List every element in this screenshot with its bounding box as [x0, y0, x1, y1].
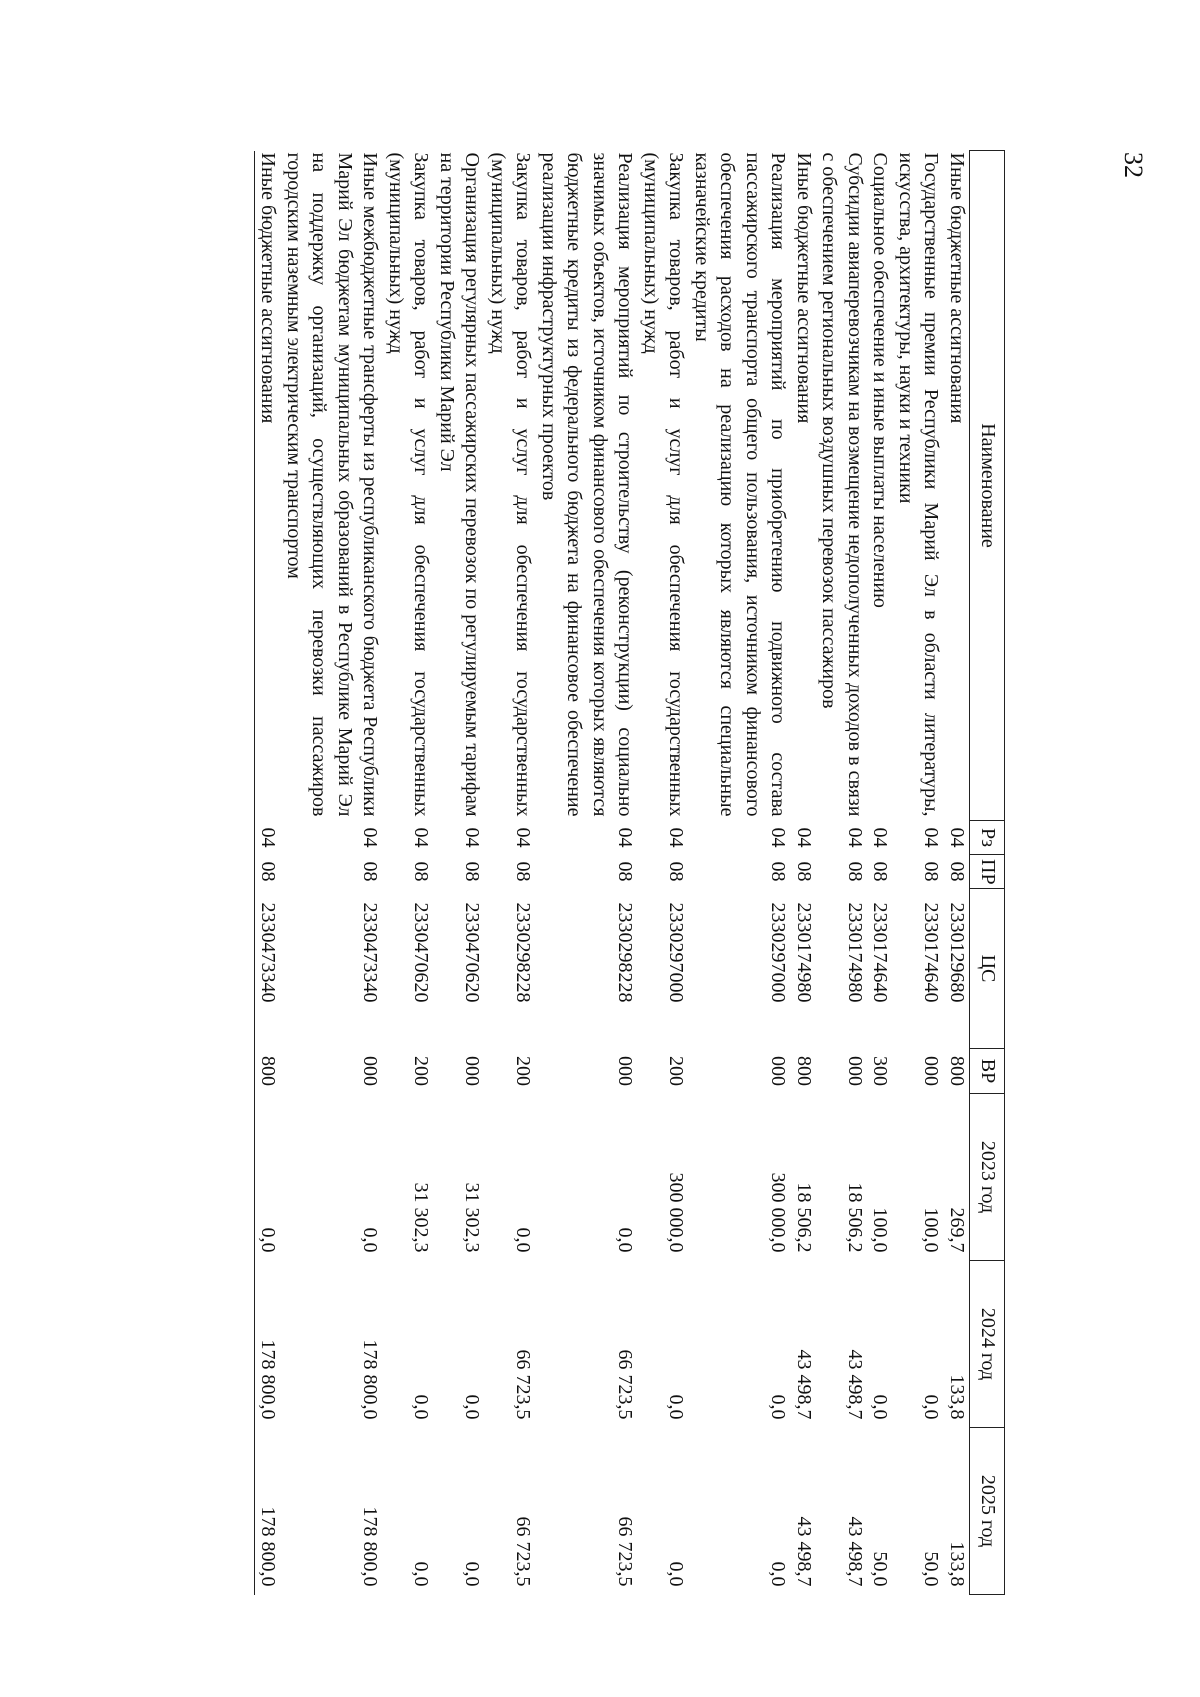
- budget-table: [254, 150, 1005, 1595]
- row-2023: 0,0: [512, 1227, 535, 1253]
- row-2024: 0,0: [410, 1394, 433, 1420]
- row-vr: 200: [410, 1056, 433, 1086]
- row-rz: 04: [255, 821, 281, 855]
- header-pr: ПР: [970, 855, 1005, 889]
- row-2023: 100,0: [869, 1207, 892, 1253]
- row-vr: 800: [255, 1049, 281, 1094]
- row-cs: 2330297000: [767, 902, 790, 1003]
- row-vr: 200: [512, 1056, 535, 1086]
- row-rz: 04: [614, 827, 637, 848]
- row-vr: 000: [461, 1056, 484, 1086]
- row-2023: 18 506,2: [844, 1182, 866, 1253]
- row-rz: 04: [946, 827, 968, 848]
- row-rz: 04: [920, 827, 943, 848]
- row-cs: 2330174640: [869, 902, 892, 1003]
- row-vr: 000: [359, 1056, 382, 1086]
- row-2024: 43 498,7: [793, 1349, 815, 1420]
- row-pr: 08: [255, 855, 281, 889]
- row-2023: 0,0: [359, 1227, 382, 1253]
- row-2024: 0,0: [767, 1394, 790, 1420]
- row-2023: 300 000,0: [767, 1172, 790, 1253]
- row-name: Иные бюджетные ассигнования: [946, 152, 968, 424]
- row-rz: 04: [767, 827, 790, 848]
- table-row: [791, 151, 817, 1595]
- table-row: [536, 151, 638, 1595]
- row-vr: 000: [614, 1056, 637, 1086]
- row-2024: 178 800,0: [255, 1261, 281, 1428]
- row-cs: 2330473340: [255, 889, 281, 1049]
- row-2024: 0,0: [920, 1394, 943, 1420]
- table-row: [816, 151, 867, 1595]
- row-pr: 08: [767, 861, 790, 882]
- table-row: [255, 151, 281, 1595]
- row-2023: 31 302,3: [461, 1182, 484, 1253]
- row-2025: 43 498,7: [793, 1516, 815, 1587]
- table-body: [255, 151, 970, 1595]
- row-2025: 0,0: [767, 1561, 790, 1587]
- table-row: [281, 151, 383, 1595]
- row-2024: 133,8: [946, 1374, 968, 1420]
- row-pr: 08: [844, 861, 866, 882]
- row-vr: 000: [767, 1056, 790, 1086]
- row-cs: 2330129680: [946, 902, 968, 1003]
- table-row: [893, 151, 944, 1595]
- row-name: Организация регулярных пассажирских перевозок по регулируемым тарифам на территории Республики Марий Эл: [436, 152, 484, 817]
- row-rz: 04: [512, 827, 535, 848]
- row-cs: 2330297000: [665, 902, 688, 1003]
- row-vr: 800: [793, 1056, 815, 1086]
- row-rz: 04: [844, 827, 866, 848]
- row-2023: 31 302,3: [410, 1182, 433, 1253]
- row-2025: 66 723,5: [512, 1516, 535, 1587]
- row-2024: 66 723,5: [512, 1349, 535, 1420]
- row-name: Иные бюджетные ассигнования: [793, 152, 815, 424]
- row-2023: 0,0: [614, 1227, 637, 1253]
- row-cs: 2330174980: [844, 902, 866, 1003]
- table-row: [434, 151, 485, 1595]
- row-2024: 43 498,7: [844, 1349, 866, 1420]
- row-2023: 100,0: [920, 1207, 943, 1253]
- row-rz: 04: [793, 827, 815, 848]
- table-row: [485, 151, 536, 1595]
- header-name: Наименование: [970, 151, 1005, 821]
- row-2025: 178 800,0: [255, 1428, 281, 1595]
- row-name: Иные межбюджетные трансферты из республиканского бюджета Республики Марий Эл бюджетам муниципальных образований в Республике Марий Эл на поддержку организаций, осуществляющих перевозки пассажиров городским наземным электрическим транспортом: [283, 152, 382, 817]
- row-name: Закупка товаров, работ и услуг для обеспечения государственных (муниципальных) нужд: [487, 152, 535, 817]
- row-2025: 66 723,5: [614, 1516, 637, 1587]
- row-cs: 2330174640: [920, 902, 943, 1003]
- row-vr: 000: [844, 1056, 866, 1086]
- row-2025: 133,8: [946, 1541, 968, 1587]
- row-2023: 300 000,0: [665, 1172, 688, 1253]
- row-pr: 08: [869, 861, 892, 882]
- row-2025: 178 800,0: [359, 1506, 382, 1587]
- row-cs: 2330298228: [512, 902, 535, 1003]
- row-cs: 2330298228: [614, 902, 637, 1003]
- row-2025: 43 498,7: [844, 1516, 866, 1587]
- row-rz: 04: [461, 827, 484, 848]
- row-vr: 300: [869, 1056, 892, 1086]
- table-row: [867, 151, 893, 1595]
- row-rz: 04: [665, 827, 688, 848]
- table-row: [689, 151, 791, 1595]
- row-pr: 08: [359, 861, 382, 882]
- row-name: Закупка товаров, работ и услуг для обеспечения государственных (муниципальных) нужд: [385, 152, 433, 817]
- row-pr: 08: [512, 861, 535, 882]
- row-2023: 18 506,2: [793, 1182, 815, 1253]
- row-2024: 178 800,0: [359, 1339, 382, 1420]
- page-number: 32: [1119, 152, 1148, 178]
- row-cs: 2330174980: [793, 902, 815, 1003]
- row-2023: 0,0: [255, 1094, 281, 1261]
- header-2025: 2025 год: [970, 1428, 1005, 1595]
- row-2025: 0,0: [665, 1561, 688, 1587]
- header-2023: 2023 год: [970, 1094, 1005, 1261]
- row-name: Государственные премии Республики Марий Эл в области литературы, искусства, архитектуры, науки и техники: [895, 152, 943, 817]
- table-row: [944, 151, 970, 1595]
- row-vr: 200: [665, 1056, 688, 1086]
- header-2024: 2024 год: [970, 1261, 1005, 1428]
- table-header: [970, 151, 1005, 1595]
- header-vr: ВР: [970, 1049, 1005, 1094]
- row-name: Закупка товаров, работ и услуг для обеспечения государственных (муниципальных) нужд: [640, 152, 688, 817]
- row-rz: 04: [359, 827, 382, 848]
- row-vr: 000: [920, 1056, 943, 1086]
- header-cs: ЦС: [970, 889, 1005, 1049]
- row-vr: 800: [946, 1056, 968, 1086]
- row-2025: 0,0: [461, 1561, 484, 1587]
- header-rz: Рз: [970, 821, 1005, 855]
- row-pr: 08: [920, 861, 943, 882]
- row-cs: 2330470620: [461, 902, 484, 1003]
- row-cs: 2330470620: [410, 902, 433, 1003]
- table-row: [383, 151, 434, 1595]
- row-pr: 08: [665, 861, 688, 882]
- row-pr: 08: [793, 861, 815, 882]
- row-name: Социальное обеспечение и иные выплаты населению: [869, 152, 892, 608]
- row-rz: 04: [410, 827, 433, 848]
- row-2025: 50,0: [869, 1551, 892, 1587]
- table-row: [638, 151, 689, 1595]
- row-2024: 0,0: [461, 1394, 484, 1420]
- row-2025: 0,0: [410, 1561, 433, 1587]
- row-pr: 08: [410, 861, 433, 882]
- row-pr: 08: [461, 861, 484, 882]
- row-name: Реализация мероприятий по строительству (реконструкции) социально значимых объектов, источником финансового обеспечения которых являются бюджетные кредиты из федерального бюджета на финансовое обеспечение реализации инфраструктурных проектов: [538, 152, 637, 817]
- row-cs: 2330473340: [359, 902, 382, 1003]
- row-name: Иные бюджетные ассигнования: [255, 151, 281, 821]
- row-2024: 66 723,5: [614, 1349, 637, 1420]
- row-pr: 08: [946, 861, 968, 882]
- row-2025: 50,0: [920, 1551, 943, 1587]
- row-2023: 269,7: [946, 1207, 968, 1253]
- row-2024: 0,0: [665, 1394, 688, 1420]
- row-pr: 08: [614, 861, 637, 882]
- row-rz: 04: [869, 827, 892, 848]
- budget-table-rotated: [175, 150, 1005, 1595]
- row-name: Реализация мероприятий по приобретению подвижного состава пассажирского транспорта общего пользования, источником финансового обеспечения расходов на реализацию которых являются специальные казначейские кредиты: [691, 152, 790, 817]
- row-2024: 0,0: [869, 1394, 892, 1420]
- row-name: Субсидии авиаперевозчикам на возмещение недополученных доходов в связи с обеспечением региональных воздушных перевозок пассажиров: [818, 152, 866, 817]
